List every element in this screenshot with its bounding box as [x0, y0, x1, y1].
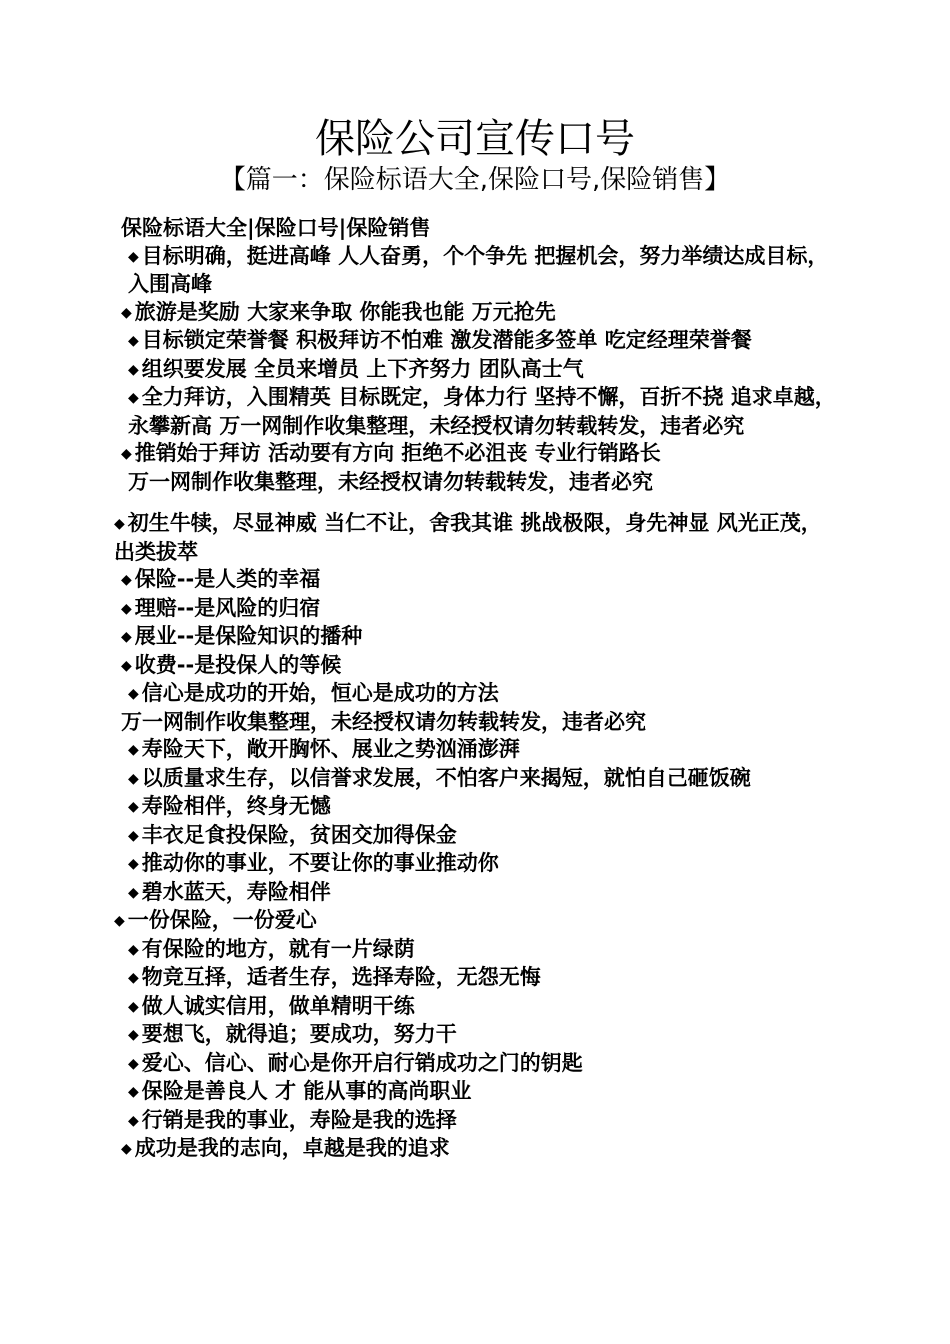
bullet-icon: ◆: [128, 390, 139, 406]
bullet-icon: ◆: [128, 998, 139, 1015]
bullet-icon: ◆: [128, 799, 139, 815]
slogan-line: ◆ 保险--是人类的幸福: [114, 566, 836, 595]
bullet-icon: ◆: [128, 884, 139, 901]
bullet-icon: ◆: [121, 629, 132, 645]
bullet-icon: ◆: [128, 1112, 139, 1129]
bullet-icon: ◆: [114, 516, 125, 532]
slogan-line: ◆ 组织要发展 全员来增员 上下齐努力 团队高士气: [114, 356, 836, 385]
slogan-line: ◆ 目标明确，挺进高峰 人人奋勇，个个争先 把握机会，努力举绩达成目标，入围高峰: [128, 243, 829, 296]
slogan-line: ◆ 要想飞，就得追；要成功，努力干: [114, 1021, 836, 1050]
bullet-icon: ◆: [128, 248, 139, 265]
bullet-icon: ◆: [121, 572, 132, 588]
bullet-icon: ◆: [128, 856, 139, 872]
slogan-line: ◆ 保险是善良人 才 能从事的高尚职业: [114, 1078, 836, 1107]
document-subtitle: 【篇一：保险标语大全,保险口号,保险销售】: [219, 165, 731, 195]
slogan-line: ◆ 爱心、信心、耐心是你开启行销成功之门的钥匙: [114, 1050, 836, 1079]
bullet-icon: ◆: [128, 970, 139, 986]
slogan-line: ◆ 成功是我的志向，卓越是我的追求: [114, 1135, 836, 1164]
slogan-line: ◆ 寿险相伴，终身无憾: [114, 793, 836, 822]
slogan-line: ◆ 旅游是奖励 大家来争取 你能我也能 万元抢先: [114, 299, 836, 328]
slogan-line: ◆ 目标锁定荣誉餐 积极拜访不怕难 激发潜能多签单 吃定经理荣誉餐: [114, 327, 836, 356]
bullet-icon: ◆: [128, 742, 139, 758]
slogan-line: ◆ 推动你的事业，不要让你的事业推动你: [114, 850, 836, 879]
bullet-icon: ◆: [121, 657, 132, 674]
bullet-icon: ◆: [128, 1084, 139, 1100]
slogan-line: ◆ 信心是成功的开始，恒心是成功的方法: [114, 680, 836, 709]
bullet-icon: ◆: [128, 333, 139, 349]
slogan-line: ◆ 初生牛犊，尽显神威 当仁不让，舍我其谁 挑战极限，身先神显 风光正茂，出类拔萃: [114, 511, 822, 564]
slogan-line: ◆ 丰衣足食投保险，贫困交加得保金: [114, 822, 836, 851]
slogan-line: ◆ 全力拜访，入围精英 目标既定，身体力行 坚持不懈，百折不挠 追求卓越，永攀新高 万一网制作收集整理，未经授权请勿转载转发，违者必究: [128, 385, 836, 438]
document-title: 保险公司宣传口号: [315, 116, 635, 162]
slogan-line: ◆ 碧水蓝天，寿险相伴: [114, 879, 836, 908]
slogan-line: ◆ 以质量求生存，以信誉求发展，不怕客户来揭短，就怕自己砸饭碗: [114, 765, 836, 794]
slogan-line: ◆ 推销始于拜访 活动要有方向 拒绝不必沮丧 专业行销路长: [114, 440, 836, 469]
watermark-line: 万一网制作收集整理，未经授权请勿转载转发，违者必究: [121, 709, 646, 734]
watermark-line: 万一网制作收集整理，未经授权请勿转载转发，违者必究: [128, 469, 653, 494]
bullet-icon: ◆: [121, 1141, 132, 1157]
bullet-icon: ◆: [128, 770, 139, 787]
slogan-line: ◆ 理赔--是风险的归宿: [114, 595, 836, 624]
bullet-icon: ◆: [114, 913, 125, 929]
slogan-line: ◆ 收费--是投保人的等候: [114, 652, 836, 681]
document-body: [114, 215, 836, 1164]
bullet-icon: ◆: [121, 304, 132, 321]
slogan-line: ◆ 展业--是保险知识的播种: [114, 623, 836, 652]
bullet-icon: ◆: [128, 1055, 139, 1072]
paragraph-gap: [114, 496, 836, 510]
bullet-icon: ◆: [128, 361, 139, 378]
slogan-line: ◆ 有保险的地方，就有一片绿荫: [114, 936, 836, 965]
bullet-icon: ◆: [128, 686, 139, 702]
slogan-line: ◆ 做人诚实信用，做单精明干练: [114, 993, 836, 1022]
slogan-line: ◆ 行销是我的事业，寿险是我的选择: [114, 1107, 836, 1136]
slogan-line: ◆ 一份保险，一份爱心: [114, 907, 836, 936]
slogan-line: ◆ 物竞互择，适者生存，选择寿险，无怨无悔: [114, 964, 836, 993]
bullet-icon: ◆: [121, 600, 132, 617]
section-heading: 保险标语大全|保险口号|保险销售: [121, 216, 431, 240]
bullet-icon: ◆: [121, 446, 132, 462]
slogan-line: ◆ 寿险天下，敞开胸怀、展业之势汹涌澎湃: [114, 736, 836, 765]
bullet-icon: ◆: [128, 827, 139, 844]
bullet-icon: ◆: [128, 941, 139, 958]
bullet-icon: ◆: [128, 1027, 139, 1043]
